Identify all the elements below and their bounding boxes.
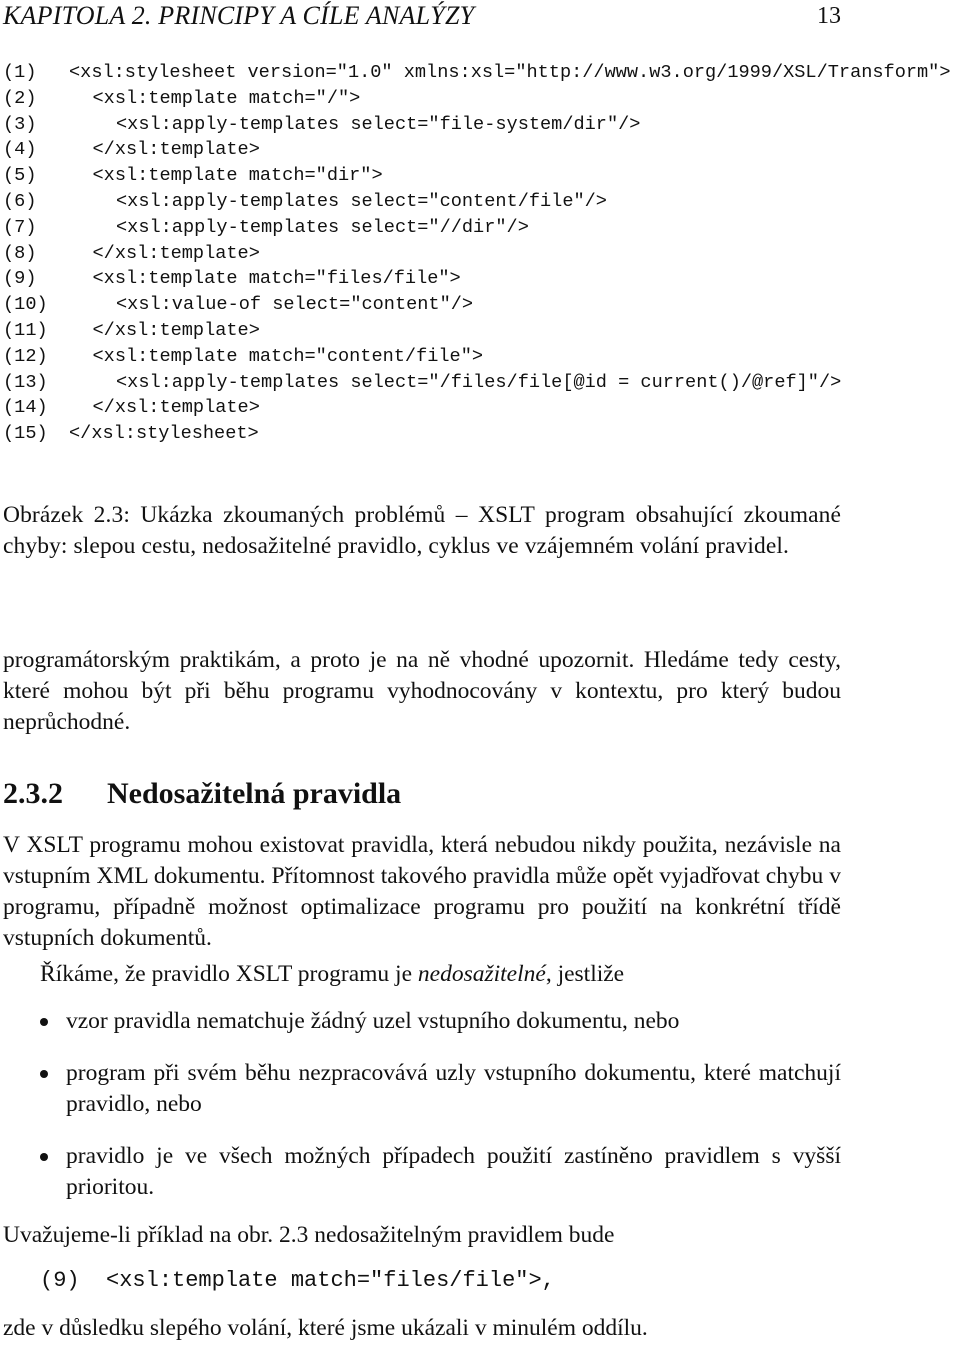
code-text: <xsl:apply-templates select="file-system/dir"/> xyxy=(116,113,641,135)
paragraph: V XSLT programu mohou existovat pravidla, která nebudou nikdy použita, nezávisle na vstupním XML dokumentu. Přítomnost takového pravidla může opět vyjadřovat chybu v programu, případně možnost optimalizace programu pro použití na konkrétní třídě vstupních dokumentů. xyxy=(3,832,841,951)
code-line xyxy=(3,137,960,163)
emphasized-term: nedosažitelné xyxy=(417,961,546,987)
code-text: <xsl:apply-templates select="/files/file[@id = current()/@ref]"/> xyxy=(116,371,842,393)
section-heading xyxy=(3,776,401,812)
bullet-list xyxy=(3,1006,841,1203)
paragraph: programátorským praktikám, a proto je na ně vhodné upozornit. Hledáme tedy cesty, které mohou být při běhu programu vyhodnocovány v kontextu, pro který budou neprůchodné. xyxy=(3,647,841,735)
line-number: (1) xyxy=(3,62,37,83)
code-text: <xsl:template match="dir"> xyxy=(92,165,383,187)
line-number: (6) xyxy=(3,190,37,212)
line-number: (11) xyxy=(3,319,48,341)
inline-code: (9) <xsl:template match="files/file">, xyxy=(40,1268,555,1293)
code-text: </xsl:template> xyxy=(92,397,260,419)
line-number: (3) xyxy=(3,113,37,135)
bullet-icon xyxy=(40,1018,48,1026)
line-number: (7) xyxy=(3,216,37,238)
code-text: <xsl:template match="content/file"> xyxy=(92,345,484,367)
code-line xyxy=(3,241,960,267)
code-line xyxy=(3,112,960,138)
line-number: (2) xyxy=(3,87,37,109)
code-line xyxy=(3,344,960,370)
figure-caption: Obrázek 2.3: Ukázka zkoumaných problémů – XSLT program obsahující zkoumané chyby: slepou cestu, nedosažitelné pravidlo, cyklus ve vzájemném volání pravidel. xyxy=(3,502,841,559)
code-text: <xsl:apply-templates select="//dir"/> xyxy=(116,216,529,238)
list-item xyxy=(3,1058,841,1120)
code-line xyxy=(3,60,960,86)
code-text: <xsl:template match="/"> xyxy=(92,87,361,109)
section-number: 2.3.2 xyxy=(3,777,63,810)
line-number: (4) xyxy=(3,139,37,161)
page-number: 13 xyxy=(817,3,841,29)
list-item xyxy=(3,1141,841,1203)
code-line xyxy=(3,318,960,344)
code-line xyxy=(3,292,960,318)
list-item-text: pravidlo je ve všech možných případech použití zastíněno pravidlem s vyšší prioritou. xyxy=(66,1143,841,1200)
code-line xyxy=(3,215,960,241)
code-line xyxy=(3,421,960,447)
line-number: (13) xyxy=(3,371,48,393)
line-number: (9) xyxy=(3,268,37,290)
definition-text: Říkáme, že pravidlo XSLT programu je xyxy=(40,961,418,987)
running-header xyxy=(3,0,841,32)
code-text: <xsl:stylesheet version="1.0" xmlns:xsl="http://www.w3.org/1999/XSL/Transform"> xyxy=(69,62,951,83)
code-line xyxy=(3,266,960,292)
code-text: <xsl:value-of select="content"/> xyxy=(116,294,474,316)
code-line xyxy=(3,163,960,189)
bullet-icon xyxy=(40,1070,48,1078)
line-number: (12) xyxy=(3,345,48,367)
code-text: <xsl:apply-templates select="content/file"/> xyxy=(116,190,607,212)
code-text: <xsl:template match="files/file"> xyxy=(92,268,461,290)
code-text: </xsl:template> xyxy=(92,319,260,341)
line-number: (15) xyxy=(3,423,48,445)
chapter-title: KAPITOLA 2. PRINCIPY A CÍLE ANALÝZY xyxy=(3,1,475,30)
list-item xyxy=(3,1006,841,1037)
code-text: </xsl:template> xyxy=(92,242,260,264)
line-number: (14) xyxy=(3,397,48,419)
code-line xyxy=(3,395,960,421)
paragraph: Uvažujeme-li příklad na obr. 2.3 nedosažitelným pravidlem bude xyxy=(3,1222,615,1248)
list-item-text: program při svém běhu nezpracovává uzly vstupního dokumentu, které matchují pravidlo, nebo xyxy=(66,1060,841,1117)
section-title: Nedosažitelná pravidla xyxy=(107,777,402,810)
line-number: (10) xyxy=(3,294,48,316)
line-number: (5) xyxy=(3,165,37,187)
code-line xyxy=(3,189,960,215)
paragraph: zde v důsledku slepého volání, které jsme ukázali v minulém oddílu. xyxy=(3,1315,648,1341)
definition-text: , jestliže xyxy=(545,961,625,987)
line-number: (8) xyxy=(3,242,37,264)
code-line xyxy=(3,86,960,112)
code-text: </xsl:template> xyxy=(92,139,260,161)
definition-paragraph xyxy=(3,959,841,990)
code-listing xyxy=(3,60,960,447)
bullet-icon xyxy=(40,1153,48,1161)
code-line xyxy=(3,370,960,396)
code-text: </xsl:stylesheet> xyxy=(69,423,259,445)
list-item-text: vzor pravidla nematchuje žádný uzel vstupního dokumentu, nebo xyxy=(66,1008,680,1034)
